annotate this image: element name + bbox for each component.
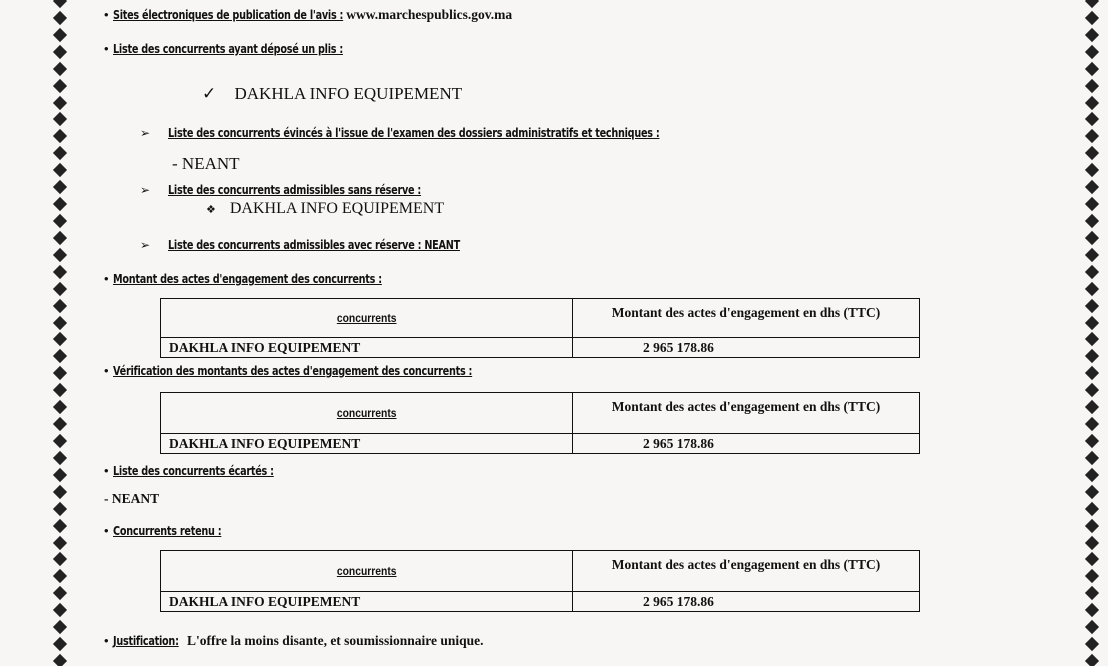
table-header-montant: Montant des actes d'engagement en dhs (TTC) <box>573 393 920 434</box>
diamond-border-icon <box>1085 603 1099 617</box>
table-row <box>161 338 920 358</box>
diamond-border-icon <box>1085 299 1099 313</box>
diamond-border-icon <box>1085 502 1099 516</box>
diamond-border-icon <box>1085 180 1099 194</box>
ecartes-label: Liste des concurrents écartés : <box>112 463 274 478</box>
table-header-concurrents: concurrents <box>161 551 573 592</box>
avec-reserve-line <box>140 236 508 254</box>
diamond-border-icon <box>53 11 67 25</box>
retenu-label: Concurrents retenu : <box>112 523 221 538</box>
sans-reserve-label: Liste des concurrents admissibles sans réserve : <box>168 182 422 197</box>
diamond-border-icon <box>53 299 67 313</box>
verification-table <box>160 392 920 454</box>
diamond-border-icon <box>1085 231 1099 245</box>
justification-label: Justification: <box>112 633 179 648</box>
diamond-border-icon <box>1085 214 1099 228</box>
diamond-border-icon <box>1085 468 1099 482</box>
sans-reserve-entry-line <box>206 200 444 218</box>
justification-line <box>104 632 483 650</box>
diamond-border-icon <box>53 366 67 380</box>
table-header-concurrents: concurrents <box>161 393 573 434</box>
diamond-border-icon <box>53 315 67 329</box>
diamond-border-icon <box>1085 248 1099 262</box>
diamond-border-icon <box>53 45 67 59</box>
evinces-value: - NEANT <box>172 154 240 173</box>
diamond-border-icon <box>53 163 67 177</box>
diamond-border-icon <box>1085 400 1099 414</box>
diamond-border-icon <box>53 637 67 651</box>
liste-plis-entry-line <box>202 84 462 104</box>
bullet-dot: • <box>104 41 109 56</box>
diamond-border-icon <box>53 519 67 533</box>
diamond-border-icon <box>1085 197 1099 211</box>
montant-label: Montant des actes d'engagement des concurrents : <box>112 271 382 286</box>
diamond-border-icon <box>1085 62 1099 76</box>
diamond-border-icon <box>53 383 67 397</box>
table-cell-amount: 2 965 178.86 <box>573 434 920 454</box>
table-cell-name: DAKHLA INFO EQUIPEMENT <box>161 338 573 358</box>
diamond-border-icon <box>1085 366 1099 380</box>
table-header-montant: Montant des actes d'engagement en dhs (TTC) <box>573 551 920 592</box>
table-cell-amount: 2 965 178.86 <box>573 592 920 612</box>
diamond-border-icon <box>53 112 67 126</box>
diamond-border-icon <box>1085 451 1099 465</box>
diamond-border-icon <box>1085 163 1099 177</box>
diamond-border-icon <box>1085 637 1099 651</box>
diamond-border-icon <box>53 28 67 42</box>
diamond-border-icon <box>1085 417 1099 431</box>
diamond-border-icon <box>53 265 67 279</box>
table-header-row <box>161 299 920 338</box>
diamond-border-icon <box>53 95 67 109</box>
diamond-border-icon <box>53 586 67 600</box>
diamond-border-icon <box>1085 315 1099 329</box>
diamond-border-icon <box>1085 11 1099 25</box>
retenu-line <box>104 522 239 540</box>
diamond-border-icon <box>53 79 67 93</box>
diamond-border-icon <box>53 569 67 583</box>
diamond-border-icon <box>53 0 67 8</box>
liste-plis-line <box>104 40 380 58</box>
table-header-row <box>161 393 920 434</box>
diamond-border-icon <box>1085 620 1099 634</box>
diamond-border-icon <box>1085 383 1099 397</box>
sans-reserve-entry: DAKHLA INFO EQUIPEMENT <box>229 200 445 217</box>
diamond-border-icon <box>1085 569 1099 583</box>
diamond-border-icon <box>53 535 67 549</box>
table-cell-name: DAKHLA INFO EQUIPEMENT <box>161 592 573 612</box>
bullet-dot: • <box>104 463 109 478</box>
diamond-border-icon <box>1085 112 1099 126</box>
diamond-border-icon <box>1085 586 1099 600</box>
liste-plis-label: Liste des concurrents ayant déposé un plis : <box>112 41 343 56</box>
diamond-border-icon <box>1085 282 1099 296</box>
liste-plis-entry: DAKHLA INFO EQUIPEMENT <box>234 84 463 103</box>
verification-label: Vérification des montants des actes d'engagement des concurrents : <box>112 363 472 378</box>
diamond-border-icon <box>53 603 67 617</box>
table-header-montant: Montant des actes d'engagement en dhs (TTC) <box>573 299 920 338</box>
diamond-border-icon <box>1085 129 1099 143</box>
table-header-concurrents: concurrents <box>161 299 573 338</box>
diamond-border-icon <box>53 654 67 666</box>
diamond-border-icon <box>1085 45 1099 59</box>
diamond-border-icon <box>53 62 67 76</box>
diamond-border-icon <box>1085 28 1099 42</box>
diamond-border-icon <box>53 146 67 160</box>
diamond-border-icon <box>1085 265 1099 279</box>
diamond-border-icon <box>53 451 67 465</box>
bullet-dot: • <box>104 7 109 22</box>
arrow-icon: ➢ <box>140 126 151 140</box>
diamond-border-icon <box>1085 146 1099 160</box>
arrow-icon: ➢ <box>140 183 151 197</box>
table-cell-name: DAKHLA INFO EQUIPEMENT <box>161 434 573 454</box>
ecartes-value: - NEANT <box>104 491 160 506</box>
montant-line <box>104 270 425 288</box>
diamond-border-icon <box>53 197 67 211</box>
table-cell-amount: 2 965 178.86 <box>573 338 920 358</box>
diamond-border-icon <box>1085 654 1099 666</box>
retenu-table <box>160 550 920 612</box>
diamond-border-icon <box>1085 485 1099 499</box>
diamond-border-icon <box>53 417 67 431</box>
diamond-border-icon <box>53 332 67 346</box>
diamond-border-icon <box>1085 519 1099 533</box>
diamond-border-icon <box>1085 95 1099 109</box>
table-header-row <box>161 551 920 592</box>
sites-value: www.marchespublics.gov.ma <box>346 7 513 22</box>
table-row <box>161 592 920 612</box>
diamond-border-icon <box>1085 349 1099 363</box>
diamond-border-icon <box>53 349 67 363</box>
sites-label: Sites électroniques de publication de l'avis : <box>112 7 343 22</box>
diamond-border-icon <box>53 502 67 516</box>
diamond-border-icon <box>53 282 67 296</box>
verification-line <box>104 362 530 380</box>
table-row <box>161 434 920 454</box>
sans-reserve-line <box>140 181 462 199</box>
diamond-border-icon <box>1085 552 1099 566</box>
diamond-border-icon <box>1085 0 1099 8</box>
diamond-bullet-icon: ❖ <box>206 204 216 216</box>
arrow-icon: ➢ <box>140 238 151 252</box>
diamond-border-icon <box>53 468 67 482</box>
diamond-border-icon <box>53 400 67 414</box>
bullet-dot: • <box>104 523 109 538</box>
diamond-border-icon <box>1085 332 1099 346</box>
avec-reserve-label: Liste des concurrents admissibles avec réserve : NEANT <box>168 237 460 252</box>
diamond-border-icon <box>53 214 67 228</box>
justification-value: L'offre la moins disante, et soumissionnaire unique. <box>186 633 484 648</box>
diamond-border-icon <box>53 248 67 262</box>
ecartes-line <box>104 462 300 480</box>
check-mark-icon: ✓ <box>202 84 217 103</box>
montant-table <box>160 298 920 358</box>
diamond-border-icon <box>53 180 67 194</box>
right-diamond-border <box>1084 0 1100 666</box>
bullet-dot: • <box>104 363 109 378</box>
diamond-border-icon <box>53 434 67 448</box>
bullet-dot: • <box>104 633 109 648</box>
bullet-dot: • <box>104 271 109 286</box>
diamond-border-icon <box>53 129 67 143</box>
evinces-label: Liste des concurrents évincés à l'issue de l'examen des dossiers administratifs et techniques : <box>168 125 660 140</box>
diamond-border-icon <box>1085 535 1099 549</box>
left-diamond-border <box>52 0 68 666</box>
sites-line <box>104 6 512 24</box>
diamond-border-icon <box>53 620 67 634</box>
diamond-border-icon <box>53 231 67 245</box>
evinces-line <box>140 124 740 142</box>
diamond-border-icon <box>53 485 67 499</box>
diamond-border-icon <box>1085 434 1099 448</box>
diamond-border-icon <box>1085 79 1099 93</box>
diamond-border-icon <box>53 552 67 566</box>
